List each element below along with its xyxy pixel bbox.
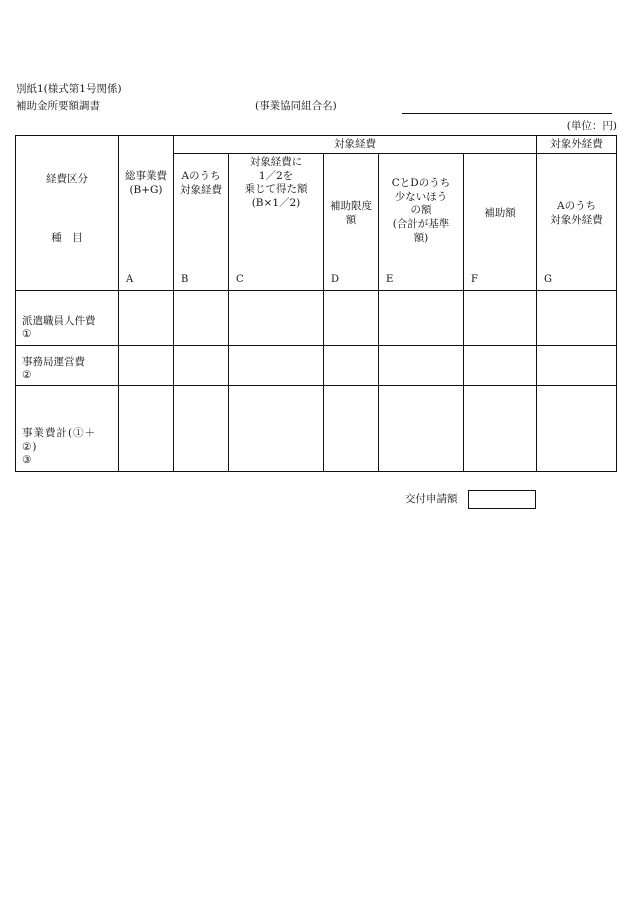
input-cell[interactable] bbox=[537, 291, 617, 346]
col-header-A bbox=[119, 136, 174, 291]
col-header-D bbox=[324, 154, 379, 291]
col-header-G bbox=[537, 154, 617, 291]
input-cell[interactable] bbox=[229, 346, 324, 386]
input-cell[interactable] bbox=[174, 291, 229, 346]
kind-label: 種 目 bbox=[51, 232, 83, 244]
input-cell[interactable] bbox=[324, 291, 379, 346]
table-row bbox=[16, 291, 617, 346]
input-cell[interactable] bbox=[119, 346, 174, 386]
category-label: 経費区分 bbox=[46, 173, 88, 185]
col-letter-G: G bbox=[544, 274, 553, 285]
col-D-label: 補助限度 額 bbox=[330, 200, 372, 226]
non-target-expense-group-header: 対象外経費 bbox=[537, 136, 617, 154]
input-cell[interactable] bbox=[464, 346, 537, 386]
input-cell[interactable] bbox=[537, 346, 617, 386]
col-letter-A: A bbox=[126, 274, 134, 285]
col-letter-C: C bbox=[236, 274, 244, 285]
col-letter-B: B bbox=[181, 274, 189, 285]
col-C-label: 対象経費に 1／2を 乗じて得た額 (B×1／2) bbox=[244, 156, 308, 209]
input-cell[interactable] bbox=[379, 291, 464, 346]
col-F-label: 補助額 bbox=[484, 207, 516, 219]
input-cell[interactable] bbox=[537, 386, 617, 472]
col-letter-E: E bbox=[386, 274, 394, 285]
row-label-total: 事業費計(①＋ ②) ③ bbox=[16, 386, 119, 472]
grant-amount-label: 交付申請額 bbox=[405, 493, 458, 505]
input-cell[interactable] bbox=[119, 386, 174, 472]
col-A-label: 総事業費 (B+G) bbox=[125, 170, 167, 196]
row-label-personnel: 派遣職員人件費 ① bbox=[16, 291, 119, 346]
col-header-E bbox=[379, 154, 464, 291]
input-cell[interactable] bbox=[174, 346, 229, 386]
input-cell[interactable] bbox=[379, 386, 464, 472]
table-row bbox=[16, 346, 617, 386]
cooperative-name-line bbox=[402, 113, 612, 114]
input-cell[interactable] bbox=[379, 346, 464, 386]
input-cell[interactable] bbox=[464, 386, 537, 472]
input-cell[interactable] bbox=[464, 291, 537, 346]
col-header-F bbox=[464, 154, 537, 291]
row-label-office: 事務局運営費 ② bbox=[16, 346, 119, 386]
col-G-label: Aのうち 対象外経費 bbox=[550, 200, 603, 226]
col-header-B bbox=[174, 154, 229, 291]
unit-label: (単位：円) bbox=[566, 120, 617, 132]
cooperative-name-label: (事業協同組合名) bbox=[255, 100, 337, 112]
input-cell[interactable] bbox=[324, 386, 379, 472]
document-title: 補助金所要額調書 bbox=[16, 100, 100, 112]
input-cell[interactable] bbox=[119, 291, 174, 346]
input-cell[interactable] bbox=[174, 386, 229, 472]
input-cell[interactable] bbox=[324, 346, 379, 386]
category-header-cell bbox=[16, 136, 119, 291]
col-letter-D: D bbox=[331, 274, 340, 285]
table-row bbox=[16, 386, 617, 472]
input-cell[interactable] bbox=[229, 291, 324, 346]
appendix-label: 別紙1(様式第1号関係) bbox=[16, 83, 122, 95]
col-letter-F: F bbox=[471, 274, 478, 285]
input-cell[interactable] bbox=[229, 386, 324, 472]
col-header-C bbox=[229, 154, 324, 291]
target-expense-group-header: 対象経費 bbox=[174, 136, 537, 154]
col-E-label: CとDのうち 少ないほう の額 (合計が基準 額) bbox=[391, 177, 451, 244]
grant-amount-box[interactable] bbox=[468, 490, 536, 509]
col-B-label: Aのうち 対象経費 bbox=[180, 170, 222, 196]
budget-table bbox=[15, 135, 617, 472]
